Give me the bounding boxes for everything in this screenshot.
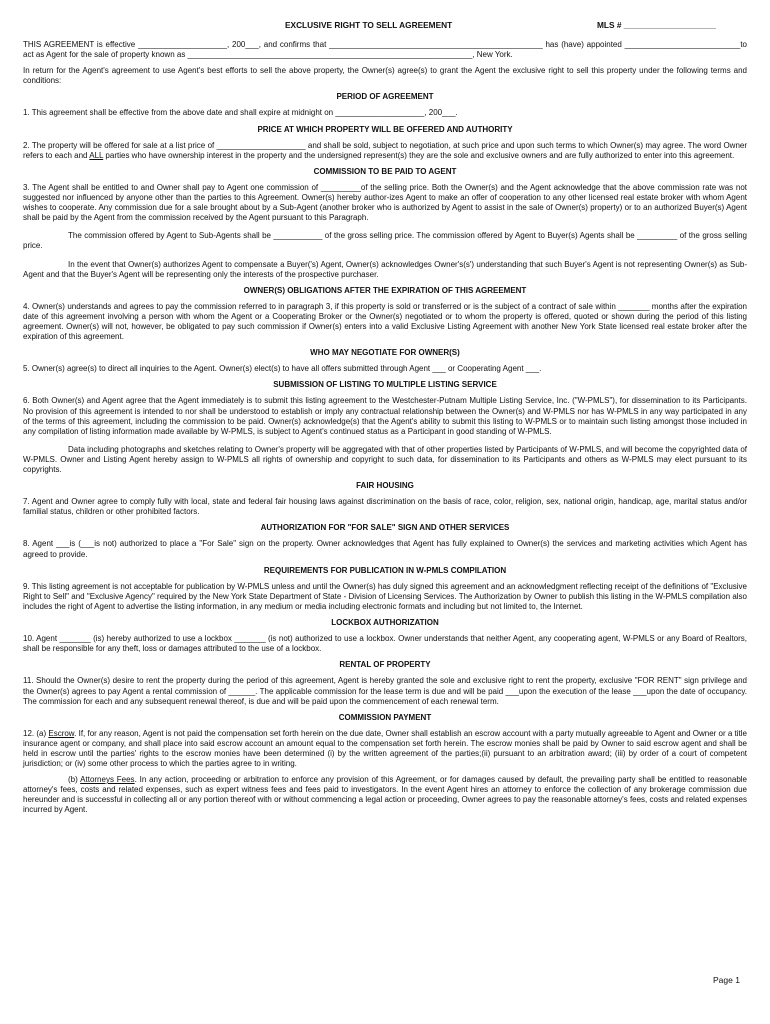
heading-negotiate: WHO MAY NEGOTIATE FOR OWNER(S)	[310, 348, 460, 358]
paragraph-6b: Data including photographs and sketches relating to Owner's property will be aggregated with that of other properties listed by Participants of W-PMLS, and will become the copyrighted data of W-PMLS. Owner and Listing Agent hereby assign to W-PMLS all rights of ownership and copyright to such data, for dissemination to its Participants and others as W-PMLS may elect pursuant to its copyrights.	[23, 444, 747, 474]
paragraph-12a-number: 12. (a)	[23, 728, 49, 738]
mls-number-field: MLS # ____________________	[597, 20, 717, 30]
heading-price: PRICE AT WHICH PROPERTY WILL BE OFFERED AND AUTHORITY	[257, 124, 513, 134]
paragraph-7: 7. Agent and Owner agree to comply fully with local, state and federal fair housing laws against discrimination on the basis of race, color, religion, sex, national origin, handicap, age, marital status and/or familial status, children or other prohibited factors.	[23, 497, 747, 517]
document-title: EXCLUSIVE RIGHT TO SELL AGREEMENT	[285, 20, 453, 30]
paragraph-2	[23, 141, 747, 161]
document-page	[23, 20, 747, 816]
paragraph-12a-text: . If, for any reason, Agent is not paid the compensation set forth herein on the due date, Owner shall establish an escrow account with a party mutually agreeable to Agent and Owner or a title insurance agent or company, and shall place into said escrow account an amount equal to the compensation set forth herein. The escrow monies shall be paid by Owner to said escrow agent and shall be held in escrow until the parties' rights to the escrow monies have been determined (i) by the written agreement of the parties;(ii) pursuant to an arbitration award; (iii) by order of a court of competent jurisdiction; or (iv) some other process to which the parties agree to in writing.	[23, 728, 748, 769]
paragraph-12a-term: Escrow	[48, 728, 75, 738]
heading-obligations: OWNER(S) OBLIGATIONS AFTER THE EXPIRATION OF THIS AGREEMENT	[243, 285, 527, 295]
paragraph-2-end: parties who have ownership interest in the property and the undersigned represent(s) they are the sole and exclusive owners and are fully authorized to enter into this agreement.	[103, 150, 735, 160]
heading-lockbox: LOCKBOX AUTHORIZATION	[331, 618, 439, 628]
heading-period: PERIOD OF AGREEMENT	[336, 92, 434, 102]
paragraph-12b	[23, 775, 747, 815]
paragraph-12a	[23, 729, 747, 769]
page-number: Page 1	[713, 975, 740, 985]
paragraph-10: 10. Agent _______ (is) hereby authorized to use a lockbox _______ (is not) authorized to use a lockbox. Owner understands that neither Agent, any cooperating agent, W-PMLS or any Board of Realtors, shall be responsible for any theft, loss or damages attributed to the use of a lockbox.	[23, 634, 747, 654]
paragraph-12b-number: (b)	[68, 775, 81, 785]
heading-sign: AUTHORIZATION FOR "FOR SALE" SIGN AND OTHER SERVICES	[260, 523, 510, 533]
heading-submission: SUBMISSION OF LISTING TO MULTIPLE LISTING SERVICE	[273, 380, 497, 390]
paragraph-12b-text: . In any action, proceeding or arbitration to enforce any provision of this Agreement, or for damages caused by default, the prevailing party shall be entitled to reasonable attorney's fees, costs and related expenses, such as expert witness fees and fees paid to investigators. In the event Agent hires an attorney to enforce the collection of any brokerage commission due hereunder and is successful in collecting all or any portion thereof with or without commencing a legal action or proceeding, Owner agrees to pay the reasonable attorney's fees, costs and related expenses incurred by Agent.	[23, 775, 747, 815]
paragraph-5: 5. Owner(s) agree(s) to direct all inquiries to the Agent. Owner(s) elect(s) to have all offers submitted through Agent ___ or Cooperating Agent ___.	[23, 364, 542, 374]
heading-publication: REQUIREMENTS FOR PUBLICATION IN W-PMLS COMPILATION	[263, 565, 507, 575]
paragraph-11: 11. Should the Owner(s) desire to rent the property during the period of this agreement, Agent is hereby granted the sole and exclusive right to rent the property, exclusive "FOR RENT" sign privilege and the Owner(s) agrees to pay Agent a rental commission of ______. The applicable commission for the lease term is due and will be paid ___upon the execution of the lease ___upon the date of occupancy. The commission for each and any subsequent renewal thereof, is due and will be paid upon the commencement of each renewal term.	[23, 676, 747, 706]
paragraph-9: 9. This listing agreement is not acceptable for publication by W-PMLS unless and until the Owner(s) has duly signed this agreement and an acknowledgment reflecting receipt of the definitions of "Exclusive Right to Sell" and "Exclusive Agency" required by the New York State Department of State - Division of Licensing Services. The Authorization by Owner to publish this listing in the W-PMLS compilation also includes the right of Agent to advertise the listing information, in any medium or media including electronic formats and including but not limited to, the Internet.	[23, 581, 747, 611]
heading-fair-housing: FAIR HOUSING	[356, 481, 414, 491]
paragraph-3: 3. The Agent shall be entitled to and Owner shall pay to Agent one commission of _________of the selling price. Both the Owner(s) and the Agent acknowledge that the above commission rate was not suggested nor influenced by anyone other than the parties to this Agreement. Owner(s) hereby author-izes Agent to make an offer of cooperation to any other licensed real estate broker with whom Agent wishes to cooperate. Any commission due for a sale brought about by a Sub-Agent (another broker who is authorized by Agent to assist in the sale of Owner(s) property) or to an authorized Buyer(s) Agent shall be paid by the Agent from the commission received by the Agent pursuant to this Paragraph.	[23, 182, 747, 223]
paragraph-1: 1. This agreement shall be effective from the above date and shall expire at midnight on ____________________, 200___.	[23, 108, 458, 118]
paragraph-4: 4. Owner(s) understands and agrees to pay the commission referred to in paragraph 3, if this property is sold or transferred or is the subject of a contract of sale within _______ months after the expiration date of this agreement involving a person with whom the Agent or a Cooperating Broker or the Owner(s) negotiated or to whom the property is offered, quoted or shown during the period of this listing agreement. Owner(s) will not, however, be obligated to pay such commission if Owner(s) enters into a valid Exclusive Listing Agreement with another New York State licensed real estate broker after the expiration of this agreement.	[23, 301, 747, 342]
heading-payment: COMMISSION PAYMENT	[338, 712, 432, 722]
paragraph-12b-term: Attorneys Fees	[80, 775, 135, 785]
paragraph-3c: In the event that Owner(s) authorizes Agent to compensate a Buyer('s) Agent, Owner(s) acknowledges Owner's(s') understanding that such Buyer's Agent is not representing Owner(s) as Sub-Agent and that the Buyer's Agent will be representing only the interests of the prospective purchaser.	[23, 259, 747, 279]
agreement-return: In return for the Agent's agreement to use Agent's best efforts to sell the above property, the Owner(s) agree(s) to grant the Agent the exclusive right to sell this property under the following terms and conditions:	[23, 66, 747, 86]
paragraph-3b: The commission offered by Agent to Sub-Agents shall be ___________ of the gross selling price. The commission offered by Agent to Buyer(s) Agents shall be _________ of the gross selling price.	[23, 231, 747, 251]
agreement-intro: THIS AGREEMENT is effective ____________________, 200___, and confirms that ________________________________________________ has (have) appointed __________________________to act as Agent for the sale of property known as ________________________________________________________________, New York.	[23, 40, 747, 60]
paragraph-6: 6. Both Owner(s) and Agent agree that the Agent immediately is to submit this listing agreement to the Westchester-Putnam Multiple Listing Service, Inc. ("W-PMLS"), for dissemination to its Participants. No provision of this agreement is intended to nor shall be understood to establish or imply any contractual relationship between the Owner(s) and W-PMLS nor has W-PMLS in any way participated in any of the terms of this agreement, including the commission to be paid. Owner(s) acknowledge(s) that the Agent's ability to submit this listing to W-PMLS or to maintain such listing amongst those included in any compilation of listing information made available by W-PMLS, is subject to Agent's continued status as a Participant in good standing of W-PMLS.	[23, 396, 747, 436]
paragraph-8: 8. Agent ___is (___is not) authorized to place a "For Sale" sign on the property. Owner acknowledges that Agent has fully explained to Owner(s) the services and marketing activities which Agent has agreed to provide.	[23, 539, 747, 559]
heading-commission: COMMISSION TO BE PAID TO AGENT	[313, 166, 457, 176]
paragraph-2-all: ALL	[89, 150, 104, 160]
paragraph-2-text: 2. The property will be offered for sale at a list price of ____________________ and shall be sold, subject to negotiation, at such price and upon such terms to which Owner(s) may agree. The word Owner refers to each and	[23, 140, 747, 160]
heading-rental: RENTAL OF PROPERTY	[339, 660, 431, 670]
document-header	[23, 20, 747, 34]
